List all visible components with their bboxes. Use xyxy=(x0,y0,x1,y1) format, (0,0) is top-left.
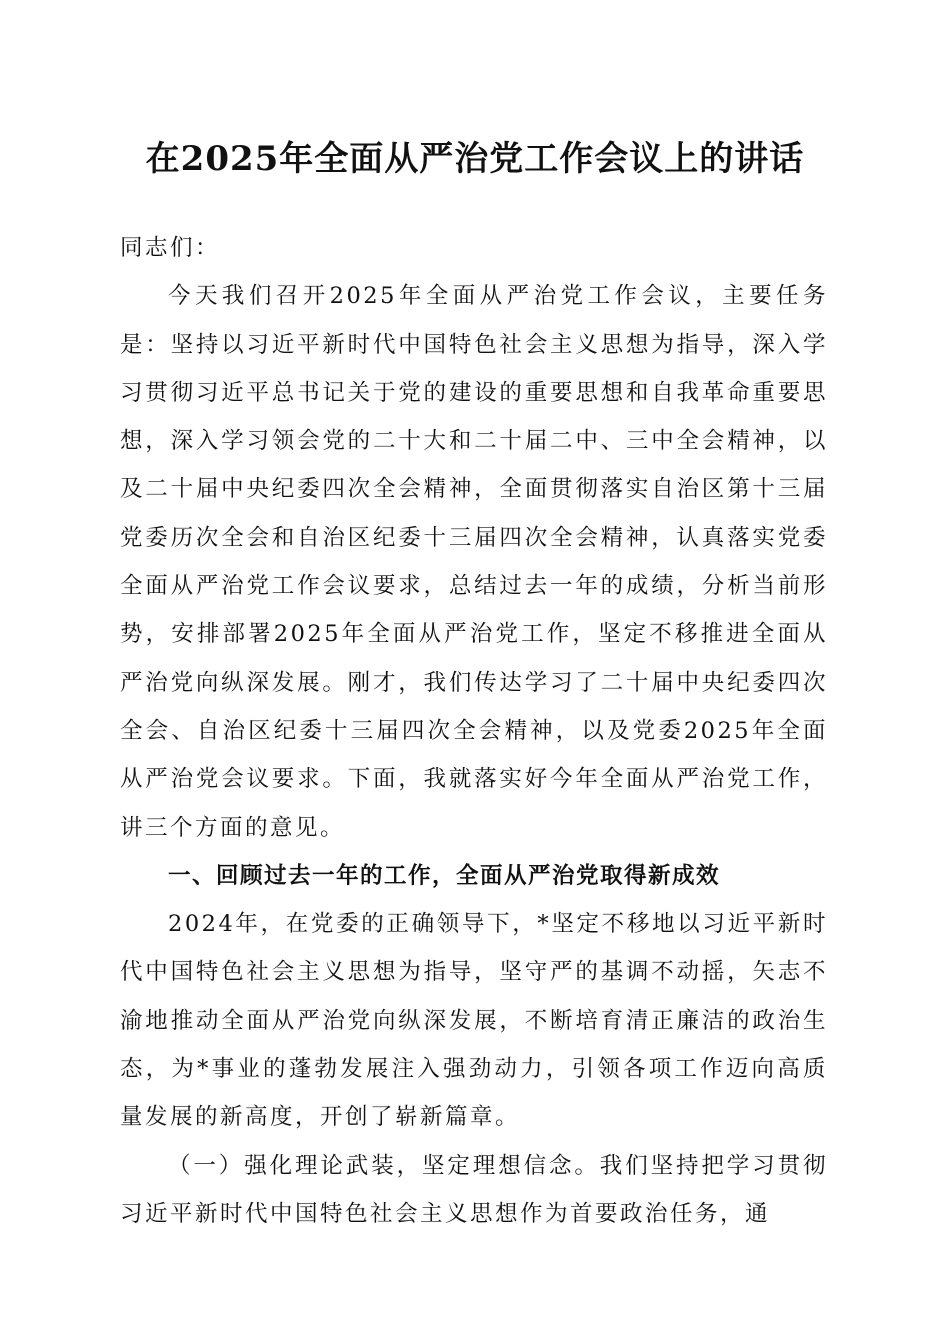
document-title: 在2025年全面从严治党工作会议上的讲话 xyxy=(145,139,805,179)
intro-paragraph: 今天我们召开2025年全面从严治党工作会议，主要任务是：坚持以习近平新时代中国特色社会主义思想为指导，深入学习贯彻习近平总书记关于党的建设的重要思想和自我革命重要思想，深入学习领会党的二十大和二十届二中、三中全会精神，以及二十届中央纪委四次全会精神，全面贯彻落实自治区第十三届党委历次全会和自治区纪委十三届四次全会精神，认真落实党委全面从严治党工作会议要求，总结过去一年的成绩，分析当前形势，安排部署2025年全面从严治党工作，坚定不移推进全面从严治党向纵深发展。刚才，我们传达学习了二十届中央纪委四次全会、自治区纪委十三届四次全会精神，以及党委2025年全面从严治党会议要求。下面，我就落实好今年全面从严治党工作，讲三个方面的意见。 xyxy=(120,283,828,841)
review-paragraph: 2024年，在党委的正确领导下，*坚定不移地以习近平新时代中国特色社会主义思想为指导，坚守严的基调不动摇，矢志不渝地推动全面从严治党向纵深发展，不断培育清正廉洁的政治生态，为*事业的蓬勃发展注入强劲动力，引领各项工作迈向高质量发展的新高度，开创了崭新篇章。 xyxy=(120,911,828,1131)
salutation: 同志们： xyxy=(120,235,221,261)
subsection-paragraph-1: （一）强化理论武装，坚定理想信念。我们坚持把学习贯彻习近平新时代中国特色社会主义思想作为首要政治任务，通 xyxy=(120,1152,828,1227)
document-body xyxy=(120,224,828,1238)
section-heading-1: 一、回顾过去一年的工作，全面从严治党取得新成效 xyxy=(168,862,721,889)
